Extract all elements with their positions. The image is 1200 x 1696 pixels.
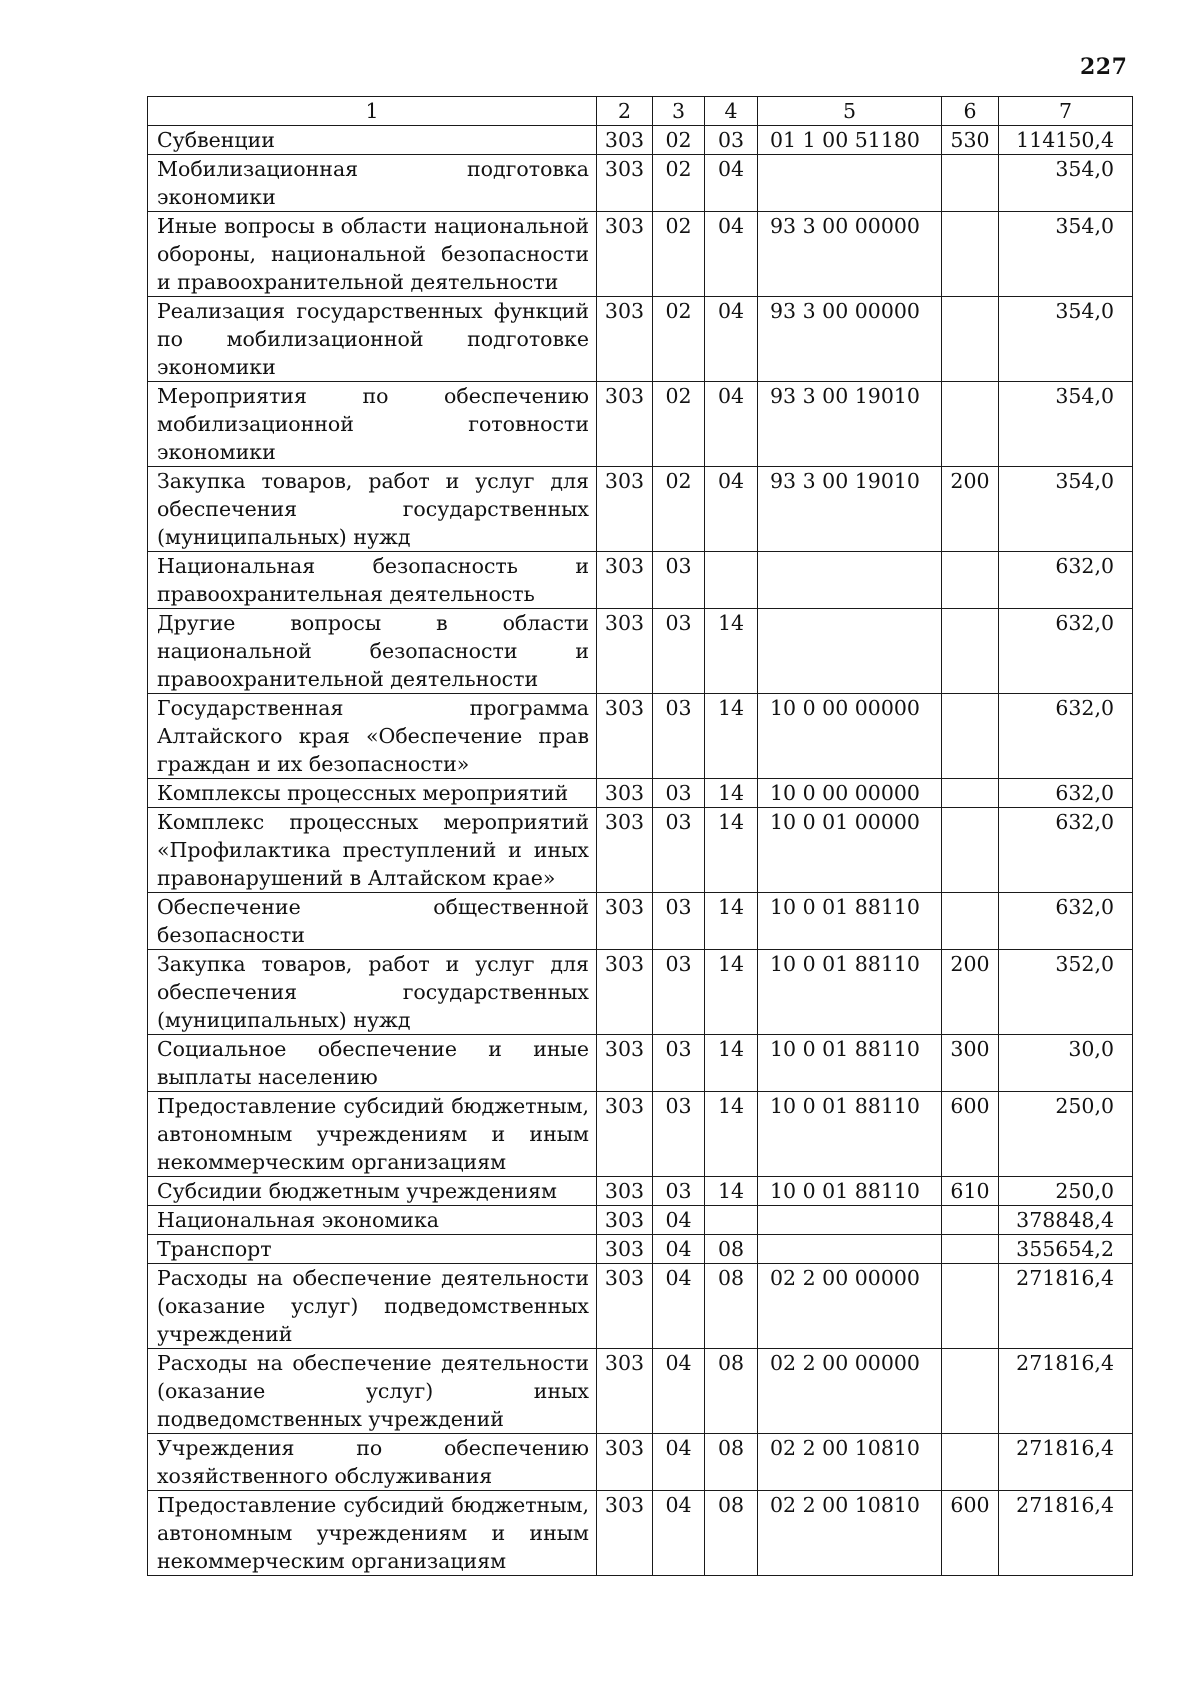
row-target-article-cell: 10 0 01 88110 bbox=[758, 893, 942, 950]
row-expense-type-cell bbox=[942, 212, 999, 297]
row-target-article-cell bbox=[758, 1206, 942, 1235]
row-expense-type-cell: 300 bbox=[942, 1035, 999, 1092]
column-header: 2 bbox=[597, 97, 653, 126]
row-name-cell: Закупка товаров, работ и услуг для обеспечения государственных (муниципальных) нужд bbox=[148, 950, 597, 1035]
row-code-ministry-cell: 303 bbox=[597, 694, 653, 779]
column-header: 5 bbox=[758, 97, 942, 126]
row-code-subsection-cell: 14 bbox=[705, 779, 758, 808]
table-row bbox=[148, 212, 1133, 297]
row-name-cell: Национальная экономика bbox=[148, 1206, 597, 1235]
row-expense-type-cell bbox=[942, 1235, 999, 1264]
row-target-article-cell bbox=[758, 552, 942, 609]
row-code-ministry-cell: 303 bbox=[597, 1349, 653, 1434]
table-row bbox=[148, 552, 1133, 609]
row-expense-type-cell: 600 bbox=[942, 1092, 999, 1177]
row-code-section-cell: 02 bbox=[653, 297, 705, 382]
row-target-article-cell: 02 2 00 00000 bbox=[758, 1264, 942, 1349]
row-expense-type-cell bbox=[942, 1264, 999, 1349]
row-code-ministry-cell: 303 bbox=[597, 126, 653, 155]
column-header: 3 bbox=[653, 97, 705, 126]
table-row bbox=[148, 950, 1133, 1035]
row-name-cell: Учреждения по обеспечению хозяйственного обслуживания bbox=[148, 1434, 597, 1491]
row-amount-cell: 354,0 bbox=[999, 467, 1133, 552]
row-name-cell: Государственная программа Алтайского края «Обеспечение прав граждан и их безопасности» bbox=[148, 694, 597, 779]
row-target-article-cell: 10 0 00 00000 bbox=[758, 779, 942, 808]
row-amount-cell: 355654,2 bbox=[999, 1235, 1133, 1264]
row-code-section-cell: 02 bbox=[653, 212, 705, 297]
row-expense-type-cell bbox=[942, 1349, 999, 1434]
row-code-section-cell: 04 bbox=[653, 1349, 705, 1434]
row-target-article-cell bbox=[758, 155, 942, 212]
row-code-ministry-cell: 303 bbox=[597, 1206, 653, 1235]
row-code-ministry-cell: 303 bbox=[597, 297, 653, 382]
row-code-subsection-cell: 04 bbox=[705, 382, 758, 467]
row-code-subsection-cell: 08 bbox=[705, 1264, 758, 1349]
row-name-cell: Реализация государственных функций по мобилизационной подготовке экономики bbox=[148, 297, 597, 382]
row-code-section-cell: 04 bbox=[653, 1491, 705, 1576]
row-name-cell: Национальная безопасность и правоохранительная деятельность bbox=[148, 552, 597, 609]
row-code-ministry-cell: 303 bbox=[597, 779, 653, 808]
row-target-article-cell: 10 0 01 88110 bbox=[758, 950, 942, 1035]
table-row bbox=[148, 467, 1133, 552]
row-code-section-cell: 03 bbox=[653, 893, 705, 950]
row-name-cell: Предоставление субсидий бюджетным, автономным учреждениям и иным некоммерческим организациям bbox=[148, 1491, 597, 1576]
row-target-article-cell: 02 2 00 00000 bbox=[758, 1349, 942, 1434]
row-expense-type-cell: 200 bbox=[942, 950, 999, 1035]
table-row bbox=[148, 1177, 1133, 1206]
row-expense-type-cell bbox=[942, 552, 999, 609]
row-expense-type-cell bbox=[942, 893, 999, 950]
column-header: 1 bbox=[148, 97, 597, 126]
row-name-cell: Мобилизационная подготовка экономики bbox=[148, 155, 597, 212]
row-amount-cell: 354,0 bbox=[999, 297, 1133, 382]
row-code-subsection-cell bbox=[705, 1206, 758, 1235]
row-target-article-cell: 10 0 01 88110 bbox=[758, 1177, 942, 1206]
row-code-section-cell: 03 bbox=[653, 779, 705, 808]
row-code-subsection-cell: 08 bbox=[705, 1434, 758, 1491]
row-code-section-cell: 03 bbox=[653, 552, 705, 609]
row-code-section-cell: 02 bbox=[653, 126, 705, 155]
row-code-subsection-cell: 08 bbox=[705, 1235, 758, 1264]
row-target-article-cell: 93 3 00 00000 bbox=[758, 297, 942, 382]
table-row bbox=[148, 808, 1133, 893]
row-amount-cell: 632,0 bbox=[999, 893, 1133, 950]
row-code-ministry-cell: 303 bbox=[597, 1434, 653, 1491]
row-name-cell: Предоставление субсидий бюджетным, автономным учреждениям и иным некоммерческим организациям bbox=[148, 1092, 597, 1177]
table-row bbox=[148, 382, 1133, 467]
row-expense-type-cell: 600 bbox=[942, 1491, 999, 1576]
row-expense-type-cell bbox=[942, 808, 999, 893]
table-row bbox=[148, 694, 1133, 779]
row-expense-type-cell bbox=[942, 155, 999, 212]
row-expense-type-cell: 200 bbox=[942, 467, 999, 552]
row-code-subsection-cell: 14 bbox=[705, 893, 758, 950]
row-code-section-cell: 04 bbox=[653, 1434, 705, 1491]
row-name-cell: Другие вопросы в области национальной безопасности и правоохранительной деятельности bbox=[148, 609, 597, 694]
row-target-article-cell: 10 0 01 00000 bbox=[758, 808, 942, 893]
row-expense-type-cell bbox=[942, 382, 999, 467]
row-code-section-cell: 03 bbox=[653, 808, 705, 893]
row-expense-type-cell bbox=[942, 609, 999, 694]
row-code-section-cell: 03 bbox=[653, 609, 705, 694]
row-code-subsection-cell: 14 bbox=[705, 1035, 758, 1092]
row-target-article-cell: 10 0 00 00000 bbox=[758, 694, 942, 779]
row-code-ministry-cell: 303 bbox=[597, 155, 653, 212]
row-target-article-cell: 01 1 00 51180 bbox=[758, 126, 942, 155]
row-target-article-cell bbox=[758, 609, 942, 694]
row-code-subsection-cell: 14 bbox=[705, 609, 758, 694]
row-code-section-cell: 02 bbox=[653, 155, 705, 212]
row-code-subsection-cell: 08 bbox=[705, 1349, 758, 1434]
row-amount-cell: 354,0 bbox=[999, 212, 1133, 297]
row-code-ministry-cell: 303 bbox=[597, 1035, 653, 1092]
row-name-cell: Субсидии бюджетным учреждениям bbox=[148, 1177, 597, 1206]
column-header: 6 bbox=[942, 97, 999, 126]
row-target-article-cell: 02 2 00 10810 bbox=[758, 1491, 942, 1576]
table-row bbox=[148, 297, 1133, 382]
row-code-section-cell: 02 bbox=[653, 382, 705, 467]
row-name-cell: Закупка товаров, работ и услуг для обеспечения государственных (муниципальных) нужд bbox=[148, 467, 597, 552]
table-row bbox=[148, 155, 1133, 212]
table-row bbox=[148, 126, 1133, 155]
row-code-subsection-cell: 03 bbox=[705, 126, 758, 155]
table-row bbox=[148, 1491, 1133, 1576]
row-code-ministry-cell: 303 bbox=[597, 1235, 653, 1264]
row-amount-cell: 378848,4 bbox=[999, 1206, 1133, 1235]
row-code-subsection-cell: 04 bbox=[705, 467, 758, 552]
row-code-ministry-cell: 303 bbox=[597, 212, 653, 297]
row-code-subsection-cell: 08 bbox=[705, 1491, 758, 1576]
row-name-cell: Социальное обеспечение и иные выплаты населению bbox=[148, 1035, 597, 1092]
table-row bbox=[148, 1092, 1133, 1177]
row-code-ministry-cell: 303 bbox=[597, 609, 653, 694]
table-row bbox=[148, 609, 1133, 694]
table-row bbox=[148, 1206, 1133, 1235]
row-name-cell: Расходы на обеспечение деятельности (оказание услуг) подведомственных учреждений bbox=[148, 1264, 597, 1349]
column-header: 7 bbox=[999, 97, 1133, 126]
row-code-section-cell: 03 bbox=[653, 694, 705, 779]
table-row bbox=[148, 1264, 1133, 1349]
row-code-subsection-cell bbox=[705, 552, 758, 609]
row-code-section-cell: 03 bbox=[653, 1092, 705, 1177]
row-code-subsection-cell: 14 bbox=[705, 808, 758, 893]
row-amount-cell: 271816,4 bbox=[999, 1434, 1133, 1491]
row-target-article-cell: 93 3 00 00000 bbox=[758, 212, 942, 297]
table-row bbox=[148, 893, 1133, 950]
row-code-section-cell: 03 bbox=[653, 1177, 705, 1206]
row-name-cell: Транспорт bbox=[148, 1235, 597, 1264]
row-expense-type-cell: 530 bbox=[942, 126, 999, 155]
row-name-cell: Иные вопросы в области национальной обороны, национальной безопасности и правоохранительной деятельности bbox=[148, 212, 597, 297]
row-target-article-cell: 93 3 00 19010 bbox=[758, 382, 942, 467]
row-expense-type-cell bbox=[942, 694, 999, 779]
row-target-article-cell bbox=[758, 1235, 942, 1264]
row-code-ministry-cell: 303 bbox=[597, 552, 653, 609]
row-name-cell: Комплексы процессных мероприятий bbox=[148, 779, 597, 808]
row-expense-type-cell bbox=[942, 297, 999, 382]
row-amount-cell: 632,0 bbox=[999, 808, 1133, 893]
row-amount-cell: 352,0 bbox=[999, 950, 1133, 1035]
row-name-cell: Расходы на обеспечение деятельности (оказание услуг) иных подведомственных учреждений bbox=[148, 1349, 597, 1434]
row-code-section-cell: 03 bbox=[653, 1035, 705, 1092]
row-code-subsection-cell: 14 bbox=[705, 1092, 758, 1177]
row-name-cell: Субвенции bbox=[148, 126, 597, 155]
table-row bbox=[148, 1434, 1133, 1491]
table-row bbox=[148, 779, 1133, 808]
row-amount-cell: 250,0 bbox=[999, 1092, 1133, 1177]
row-code-subsection-cell: 04 bbox=[705, 212, 758, 297]
row-name-cell: Обеспечение общественной безопасности bbox=[148, 893, 597, 950]
row-code-ministry-cell: 303 bbox=[597, 893, 653, 950]
row-code-section-cell: 02 bbox=[653, 467, 705, 552]
row-code-ministry-cell: 303 bbox=[597, 950, 653, 1035]
table-row bbox=[148, 1235, 1133, 1264]
row-amount-cell: 30,0 bbox=[999, 1035, 1133, 1092]
row-code-section-cell: 03 bbox=[653, 950, 705, 1035]
table-header-row bbox=[148, 97, 1133, 126]
row-code-ministry-cell: 303 bbox=[597, 808, 653, 893]
row-code-subsection-cell: 04 bbox=[705, 155, 758, 212]
row-code-section-cell: 04 bbox=[653, 1206, 705, 1235]
row-code-ministry-cell: 303 bbox=[597, 467, 653, 552]
row-amount-cell: 250,0 bbox=[999, 1177, 1133, 1206]
row-code-ministry-cell: 303 bbox=[597, 382, 653, 467]
row-amount-cell: 354,0 bbox=[999, 382, 1133, 467]
row-amount-cell: 632,0 bbox=[999, 609, 1133, 694]
row-expense-type-cell: 610 bbox=[942, 1177, 999, 1206]
row-amount-cell: 354,0 bbox=[999, 155, 1133, 212]
row-name-cell: Мероприятия по обеспечению мобилизационной готовности экономики bbox=[148, 382, 597, 467]
row-amount-cell: 271816,4 bbox=[999, 1349, 1133, 1434]
row-amount-cell: 632,0 bbox=[999, 694, 1133, 779]
table-row bbox=[148, 1349, 1133, 1434]
row-target-article-cell: 10 0 01 88110 bbox=[758, 1092, 942, 1177]
row-amount-cell: 114150,4 bbox=[999, 126, 1133, 155]
row-target-article-cell: 10 0 01 88110 bbox=[758, 1035, 942, 1092]
row-expense-type-cell bbox=[942, 1434, 999, 1491]
budget-table bbox=[147, 96, 1133, 1576]
row-amount-cell: 271816,4 bbox=[999, 1264, 1133, 1349]
row-expense-type-cell bbox=[942, 1206, 999, 1235]
row-code-subsection-cell: 04 bbox=[705, 297, 758, 382]
row-code-section-cell: 04 bbox=[653, 1235, 705, 1264]
row-code-ministry-cell: 303 bbox=[597, 1177, 653, 1206]
row-code-subsection-cell: 14 bbox=[705, 694, 758, 779]
row-code-subsection-cell: 14 bbox=[705, 950, 758, 1035]
column-header: 4 bbox=[705, 97, 758, 126]
row-code-section-cell: 04 bbox=[653, 1264, 705, 1349]
row-code-ministry-cell: 303 bbox=[597, 1092, 653, 1177]
row-amount-cell: 632,0 bbox=[999, 779, 1133, 808]
row-code-ministry-cell: 303 bbox=[597, 1491, 653, 1576]
row-name-cell: Комплекс процессных мероприятий «Профилактика преступлений и иных правонарушений в Алтайском крае» bbox=[148, 808, 597, 893]
row-amount-cell: 271816,4 bbox=[999, 1491, 1133, 1576]
row-expense-type-cell bbox=[942, 779, 999, 808]
row-target-article-cell: 93 3 00 19010 bbox=[758, 467, 942, 552]
page-number: 227 bbox=[1080, 54, 1128, 80]
row-code-ministry-cell: 303 bbox=[597, 1264, 653, 1349]
table-row bbox=[148, 1035, 1133, 1092]
row-amount-cell: 632,0 bbox=[999, 552, 1133, 609]
row-target-article-cell: 02 2 00 10810 bbox=[758, 1434, 942, 1491]
row-code-subsection-cell: 14 bbox=[705, 1177, 758, 1206]
